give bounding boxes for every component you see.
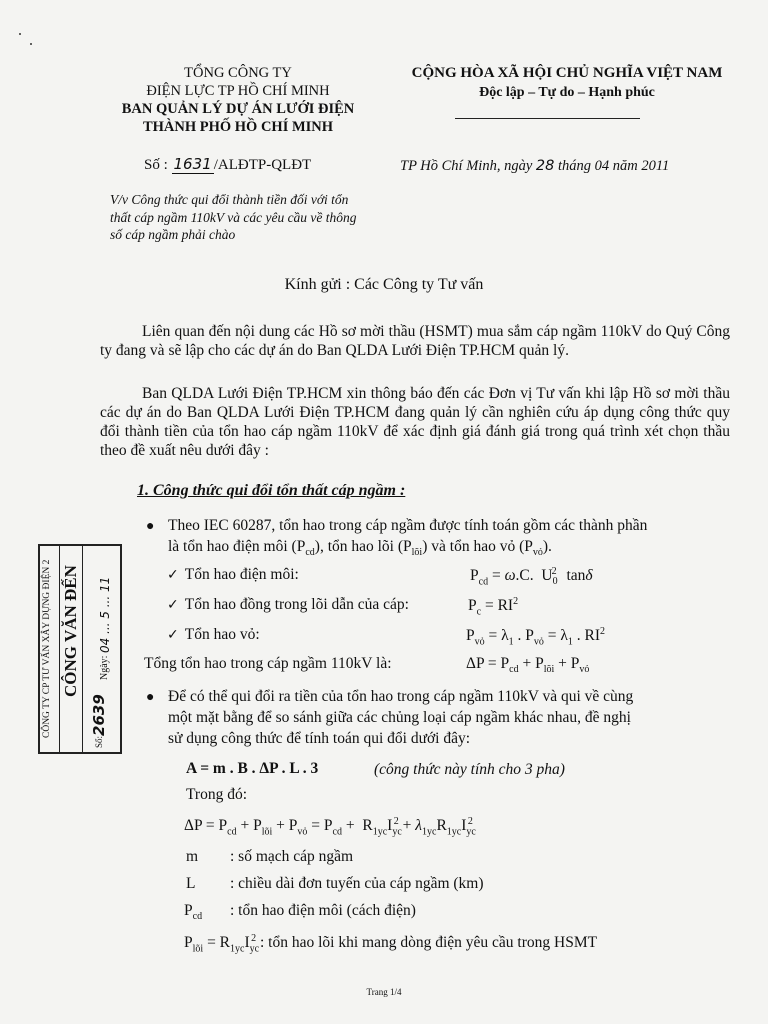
date-day: 28 — [535, 158, 555, 174]
issuer-line-2: ĐIỆN LỰC TP HỒ CHÍ MINH — [146, 83, 330, 99]
issuer-line-3: BAN QUẢN LÝ DỰ ÁN LƯỚI ĐIỆN — [121, 101, 355, 117]
bullet-2-line-2: một mặt bằng để so sánh giữa các chủng loại cáp ngầm khác nhau, đề nghị — [168, 709, 631, 726]
copper-loss-label — [167, 596, 409, 614]
bullet-1-line-1: Theo IEC 60287, tổn hao trong cáp ngầm được tính toán gồm các thành phần — [168, 517, 648, 534]
document-number-suffix: /ALĐTP-QLĐT — [213, 157, 312, 173]
date-rest: tháng 04 năm 2011 — [554, 158, 670, 174]
def-L-desc: : chiều dài đơn tuyến của cáp ngầm (km) — [230, 875, 484, 892]
bullet-1-seg: ) và tổn hao vỏ (P — [422, 538, 533, 555]
bullet-icon: ● — [146, 690, 155, 705]
bullet-1-sub: cd — [305, 547, 315, 559]
subject: V/v Công thức qui đổi thành tiền đối với tổn thất cáp ngầm 110kV và các yêu cầu về thông số cáp ngầm phải chào — [110, 192, 357, 242]
document-number-value: 1631 — [173, 155, 212, 173]
issuer-line-4: THÀNH PHỐ HỒ CHÍ MINH — [142, 119, 334, 135]
document-date — [400, 158, 669, 175]
checkmark-icon: ✓ — [167, 627, 179, 643]
dielectric-loss-label — [167, 566, 299, 584]
national-header — [382, 64, 752, 102]
document-number — [144, 155, 311, 174]
national-title: CỘNG HÒA XÃ HỘI CHỦ NGHĨA VIỆT NAM — [411, 65, 723, 81]
stamp-number-label: Số: — [94, 735, 104, 748]
copper-loss-formula: $P_c = RI^2$ — [468, 596, 519, 618]
paragraph-2-text: Ban QLDA Lưới Điện TP.HCM xin thông báo đến các Đơn vị Tư vấn khi lập Hồ sơ mời thầu các dự án do Ban QLDA Lưới Điện TP.HCM đang quản lý cần nghiên cứu áp dụng công thức quy đổi thành tiền của tổn hao cáp ngầm 110kV để xác định giá đánh giá trong quá trình xét chọn thầu theo đề xuất nêu dưới đây : — [100, 385, 730, 459]
bullet-2-line-3: sử dụng công thức để tính toán qui đổi dưới đây: — [168, 730, 471, 747]
bullet-icon: ● — [146, 519, 155, 534]
sheath-label-text: Tổn hao vỏ: — [184, 626, 260, 643]
issuer-line-1: TỔNG CÔNG TY — [184, 65, 292, 81]
paragraph-1-text: Liên quan đến nội dung các Hồ sơ mời thầu (HSMT) mua sắm cáp ngầm 110kV do Quý Công ty đang và sẽ lập cho các dự án do Ban QLDA Lưới Điện TP.HCM quản lý. — [100, 323, 730, 359]
def-pcd-desc: : tổn hao điện môi (cách điện) — [230, 902, 416, 919]
sheath-loss-formula: $P_{vỏ} = \lambda_1$ . $P_{vỏ} = \lambda_1$ . $RI^2$ — [466, 626, 606, 648]
def-L-symbol: L — [186, 875, 196, 892]
delta-p-expansion: $\Delta P = P_{cd} + P_{lõi} + P_{vỏ} = P_{cd} + R_{1yc}I_{yc}^2 + \lambda_{1yc}R_{1yc}I_{yc}^2$ — [184, 816, 476, 838]
def-pcd-symbol: $P_{cd}$ — [184, 902, 203, 923]
bullet-1-line-2 — [168, 538, 552, 558]
bullet-1-seg: ), tổn hao lõi (P — [314, 538, 412, 555]
issuer-header — [88, 64, 388, 136]
stamp-date-value: 04 ... 5 ... 11 — [98, 576, 112, 654]
page-footer: Trang 1/4 — [366, 987, 402, 997]
def-ploi: $P_{lõi} = R_{1yc}I_{yc}^2$ : tổn hao lõi khi mang dòng điện yêu cầu trong HSMT — [184, 933, 598, 955]
total-loss-formula: $\Delta P = P_{cd} + P_{lõi} + P_{vỏ}$ — [466, 655, 590, 676]
checkmark-icon: ✓ — [167, 597, 179, 613]
def-m-symbol: m — [186, 848, 199, 865]
motto-underline — [455, 118, 640, 119]
stamp-date — [98, 550, 112, 680]
date-place: TP Hồ Chí Minh, ngày — [400, 158, 536, 174]
dielectric-loss-formula: $P_{cd} = \omega.C$. $U_0^2$ tanδ — [470, 566, 593, 588]
checkmark-icon: ✓ — [167, 567, 179, 583]
def-m-desc: : số mạch cáp ngầm — [230, 848, 354, 865]
paragraph-2 — [100, 384, 730, 460]
main-formula-note: (công thức này tính cho 3 pha) — [374, 761, 565, 778]
stamp-company: CÔNG TY CP TƯ VẤN XÂY DỰNG ĐIỆN 2 — [42, 559, 52, 739]
received-stamp — [38, 544, 122, 754]
bullet-1-sub: lõi — [411, 547, 423, 559]
main-formula: A = m . B . ΔP . L . 3 — [186, 760, 319, 777]
bullet-1-seg: là tổn hao điện môi (P — [168, 538, 306, 555]
def-ploi-desc: : tổn hao lõi khi mang dòng điện yêu cầu trong HSMT — [259, 934, 598, 952]
bullet-1-sub: vỏ — [532, 547, 543, 559]
stamp-number — [90, 686, 108, 748]
paragraph-1 — [100, 322, 730, 360]
dielectric-label-text: Tổn hao điện môi: — [184, 566, 299, 583]
national-motto: Độc lập – Tự do – Hạnh phúc — [479, 85, 655, 100]
scan-speck — [19, 33, 21, 35]
bullet-2-line-1: Để có thể qui đổi ra tiền của tổn hao trong cáp ngầm 110kV và qui về cùng — [168, 688, 634, 705]
scan-speck — [30, 43, 32, 45]
section-1-title: 1. Công thức qui đổi tổn thất cáp ngầm : — [137, 482, 406, 499]
stamp-number-value: 2639 — [90, 694, 108, 736]
sheath-loss-label — [167, 626, 260, 644]
recipient: Kính gửi : Các Công ty Tư vấn — [284, 276, 484, 293]
copper-label-text: Tổn hao đồng trong lõi dẫn của cáp: — [184, 596, 409, 613]
stamp-date-label: Ngày: — [99, 655, 110, 680]
total-loss-label: Tổng tổn hao trong cáp ngầm 110kV là: — [144, 655, 392, 672]
bullet-1-seg: ). — [542, 538, 552, 555]
where-label: Trong đó: — [186, 786, 248, 803]
document-number-prefix: Số : — [144, 157, 172, 173]
stamp-title: CÔNG VĂN ĐẾN — [61, 565, 80, 697]
